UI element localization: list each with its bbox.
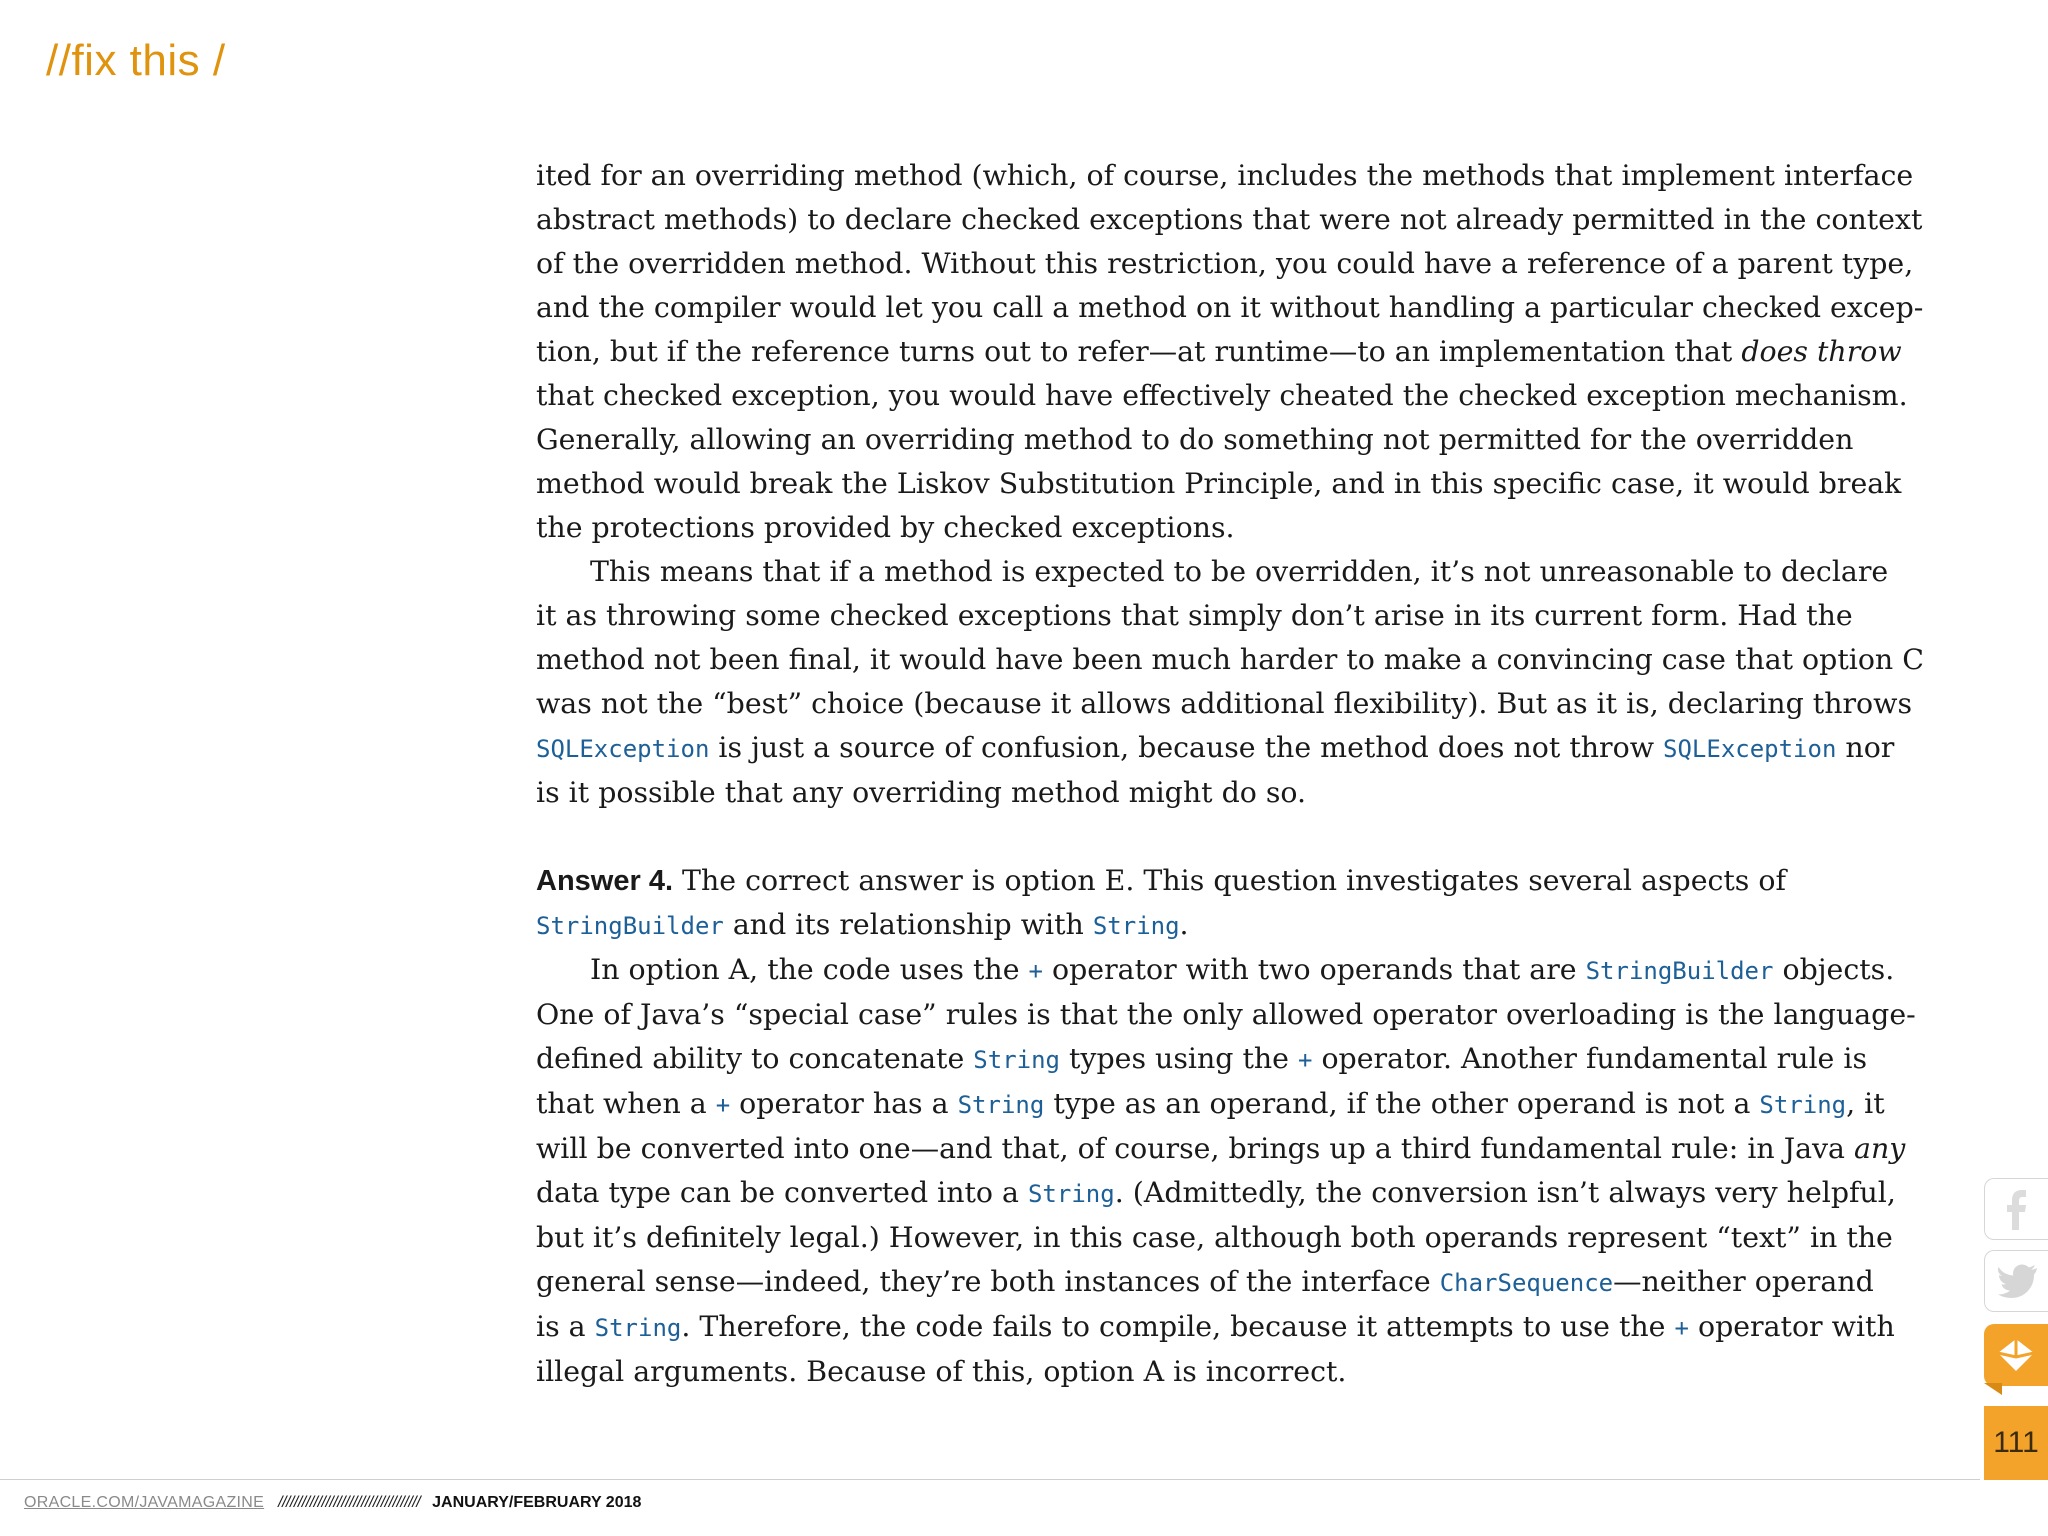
text-span: objects. [1773,953,1895,986]
code-plus: + [715,1091,731,1119]
code-string: String [1027,1180,1115,1208]
text-line [536,948,1895,993]
text-line [536,859,1787,903]
site-link[interactable]: ORACLE.COM/JAVAMAGAZINE [24,1494,265,1511]
text-line [536,1305,1895,1350]
code-plus: + [1674,1314,1689,1342]
footer-slashes: //////////////////////////////////// [278,1494,421,1511]
paragraph-gap [536,815,1772,859]
code-string: String [1759,1091,1847,1119]
text-span: will be converted into one—and that, of course, brings up a third fundamental rule: in Java [536,1132,1855,1165]
emphasis: does throw [1741,335,1902,368]
issue-date: JANUARY/FEBRUARY 2018 [432,1494,642,1511]
paragraph-1 [536,154,1924,550]
text-span: tion, but if the reference turns out to refer—at runtime—to an implementation that [536,335,1742,368]
text-span: nor [1836,731,1895,764]
text-line [536,1171,1896,1216]
code-stringbuilder: StringBuilder [1585,957,1774,985]
code-string: String [973,1046,1060,1074]
email-share-button[interactable] [1984,1324,2048,1386]
text-line: method would break the Liskov Substitution Principle, and in this specific case, it would break [536,467,1902,500]
email-button-tail [1984,1383,2002,1395]
answer-label: Answer 4. [536,865,673,897]
twitter-icon [1997,1264,2037,1298]
text-span: operator with [1688,1310,1895,1343]
text-line [536,1082,1885,1127]
footer-divider [0,1479,1980,1480]
text-line: illegal arguments. Because of this, option A is incorrect. [536,1355,1347,1388]
email-icon [1994,1335,2038,1375]
text-span: operator. Another fundamental rule is [1312,1042,1868,1075]
code-string: String [957,1091,1045,1119]
answer-4-intro [536,859,1787,948]
text-line: but it’s definitely legal.) However, in this case, although both operands represent “text” in the [536,1221,1893,1254]
text-span: types using the [1060,1042,1298,1075]
text-line: Generally, allowing an overriding method to do something not permitted for the overridden [536,423,1854,456]
text-line: was not the “best” choice (because it allows additional flexibility). But as it is, declaring throws [536,687,1913,720]
code-charsequence: CharSequence [1439,1269,1614,1297]
paragraph-4 [536,948,1916,1394]
text-line: ited for an overriding method (which, of course, includes the methods that implement interface [536,159,1914,192]
code-stringbuilder: StringBuilder [536,912,724,940]
text-span: In option A, the code uses the [590,953,1029,986]
text-line [536,1260,1874,1305]
page-number: 111 [1984,1406,2048,1480]
text-span: , it [1846,1087,1885,1120]
text-line [536,726,1895,771]
text-line: is it possible that any overriding method might do so. [536,776,1307,809]
facebook-share-button[interactable] [1984,1178,2048,1240]
code-sqlexception: SQLException [1663,735,1837,763]
text-span: operator with two operands that are [1042,953,1586,986]
text-span: —neither operand [1613,1265,1874,1298]
text-span: . Therefore, the code fails to compile, because it attempts to use the [681,1310,1675,1343]
facebook-icon [2000,1186,2034,1232]
twitter-share-button[interactable] [1984,1250,2048,1312]
text-line: method not been final, it would have been much harder to make a convincing case that option C [536,643,1924,676]
footer [24,1494,641,1512]
text-span: general sense—indeed, they’re both instances of the interface [536,1265,1440,1298]
text-line [536,903,1772,948]
code-sqlexception: SQLException [536,735,710,763]
text-line: and the compiler would let you call a method on it without handling a particular checked excep- [536,291,1924,324]
code-string: String [594,1314,682,1342]
text-line: of the overridden method. Without this restriction, you could have a reference of a parent type, [536,247,1914,280]
text-span: data type can be converted into a [536,1176,1028,1209]
text-span: is a [536,1310,595,1343]
emphasis: any [1854,1132,1906,1165]
text-span: and its relationship with [723,908,1093,941]
section-title: //fix this / [46,36,226,85]
text-span: type as an operand, if the other operand is not a [1044,1087,1760,1120]
text-line: abstract methods) to declare checked exceptions that were not already permitted in the context [536,203,1923,236]
text-span: that when a [536,1087,716,1120]
code-plus: + [1297,1046,1313,1074]
text-line [536,330,1902,374]
paragraph-2 [536,550,1924,815]
code-string: String [1092,912,1180,940]
text-line: This means that if a method is expected to be overridden, it’s not unreasonable to declare [590,555,1889,588]
text-line: that checked exception, you would have effectively cheated the checked exception mechanism. [536,379,1908,412]
text-span: The correct answer is option E. This question investigates several aspects of [673,864,1787,897]
text-line [536,1037,1868,1082]
text-span: . [1179,908,1189,941]
text-line: One of Java’s “special case” rules is that the only allowed operator overloading is the language- [536,998,1916,1031]
text-span: . (Admittedly, the conversion isn’t always very helpful, [1114,1176,1896,1209]
code-plus: + [1028,957,1043,985]
text-span: defined ability to concatenate [536,1042,974,1075]
text-span: operator has a [730,1087,958,1120]
text-line: it as throwing some checked exceptions that simply don’t arise in its current form. Had the [536,599,1853,632]
text-span: is just a source of confusion, because the method does not throw [709,731,1664,764]
article-body [536,154,1924,1394]
text-line [536,1127,1906,1171]
text-line: the protections provided by checked exceptions. [536,511,1235,544]
